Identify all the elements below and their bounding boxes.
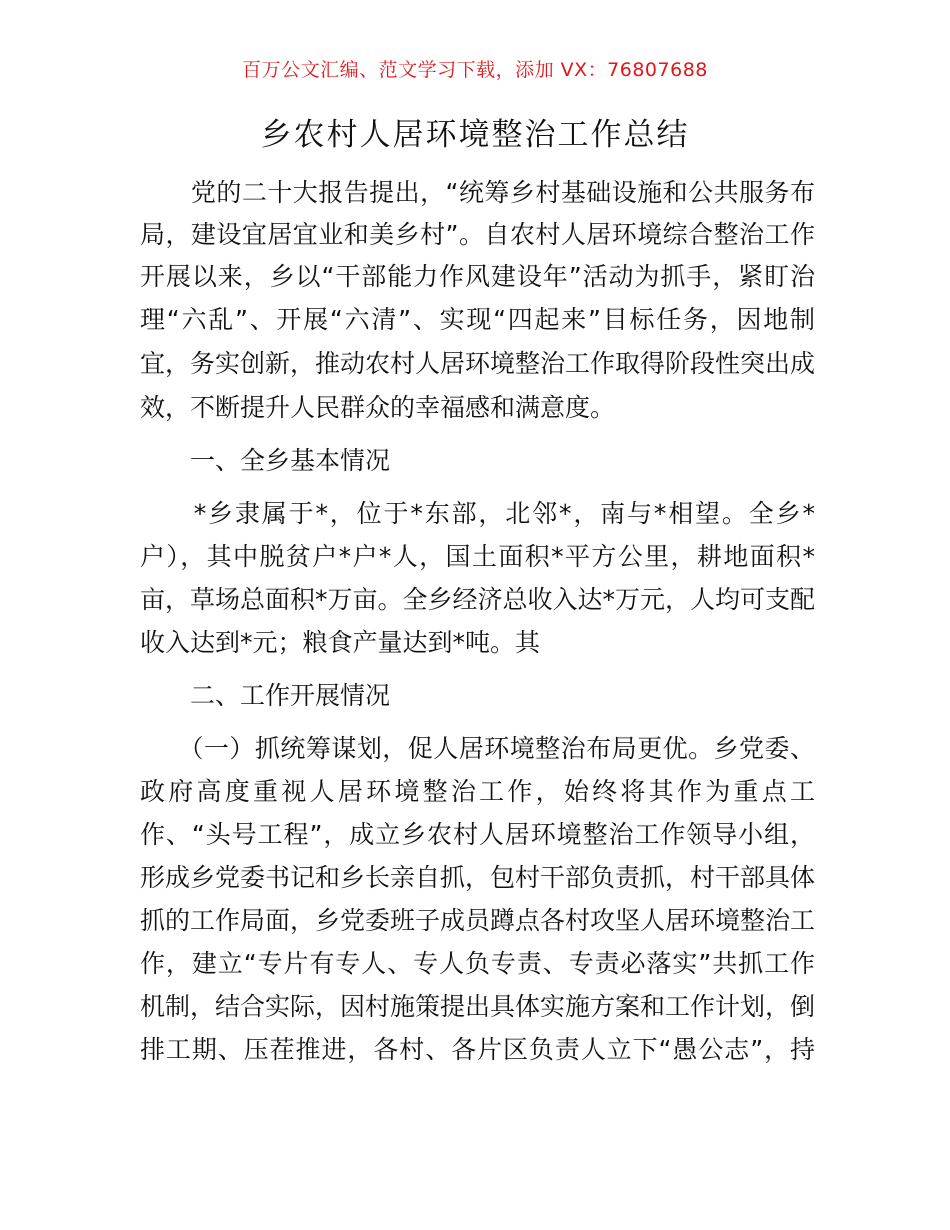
paragraph-line: 效，不断提升人民群众的幸福感和满意度。 xyxy=(140,393,616,422)
paragraph-line: *乡隶属于*，位于*东部，北邻*，南与*相望。全乡* xyxy=(140,499,815,528)
paragraph-line: 亩，草场总面积*万亩。全乡经济总收入达*万元，人均可支配 xyxy=(140,585,816,614)
paragraph-line: 政府高度重视人居环境整治工作，始终将其作为重点工 xyxy=(140,777,815,806)
section-heading: 一、全乡基本情况 xyxy=(140,446,391,475)
paragraph-line: 宜，务实创新，推动农村人居环境整治工作取得阶段性突出成 xyxy=(140,349,816,378)
paragraph-line: 作，建立“专片有专人、专人负专责、专责必落实”共抓工作 xyxy=(140,949,815,978)
paragraph-line: 局，建设宜居宜业和美乡村”。自农村人居环境综合整治工作 xyxy=(140,220,815,249)
paragraph-line: 抓的工作局面，乡党委班子成员蹲点各村攻坚人居环境整治工 xyxy=(140,906,816,935)
paragraph-line: 理“六乱”、开展“六清”、实现“四起来”目标任务，因地制 xyxy=(140,305,815,334)
document-title: 乡农村人居环境整治工作总结 xyxy=(260,117,690,153)
paragraph-line: 排工期、压茬推进，各村、各片区负责人立下“愚公志”，持 xyxy=(140,1035,815,1064)
paragraph-line: 户），其中脱贫户*户*人，国土面积*平方公里，耕地面积* xyxy=(140,542,815,571)
paragraph-line: 收入达到*元；粮食产量达到*吨。其 xyxy=(140,628,541,657)
section-heading: 二、工作开展情况 xyxy=(140,681,391,710)
paragraph-line: （一）抓统筹谋划，促人居环境整治布局更优。乡党委、 xyxy=(140,734,815,763)
header-download-note: 百万公文汇编、范文学习下载，添加 VX：76807688 xyxy=(242,59,708,81)
paragraph-line: 机制，结合实际，因村施策提出具体实施方案和工作计划，倒 xyxy=(140,992,816,1021)
paragraph-line: 作、“头号工程”，成立乡农村人居环境整治工作领导小组， xyxy=(140,820,815,849)
paragraph-line: 形成乡党委书记和乡长亲自抓，包村干部负责抓，村干部具体 xyxy=(140,863,816,892)
paragraph-line: 开展以来，乡以“干部能力作风建设年”活动为抓手，紧盯治 xyxy=(140,262,815,291)
paragraph-line: 党的二十大报告提出，“统筹乡村基础设施和公共服务布 xyxy=(140,178,815,207)
